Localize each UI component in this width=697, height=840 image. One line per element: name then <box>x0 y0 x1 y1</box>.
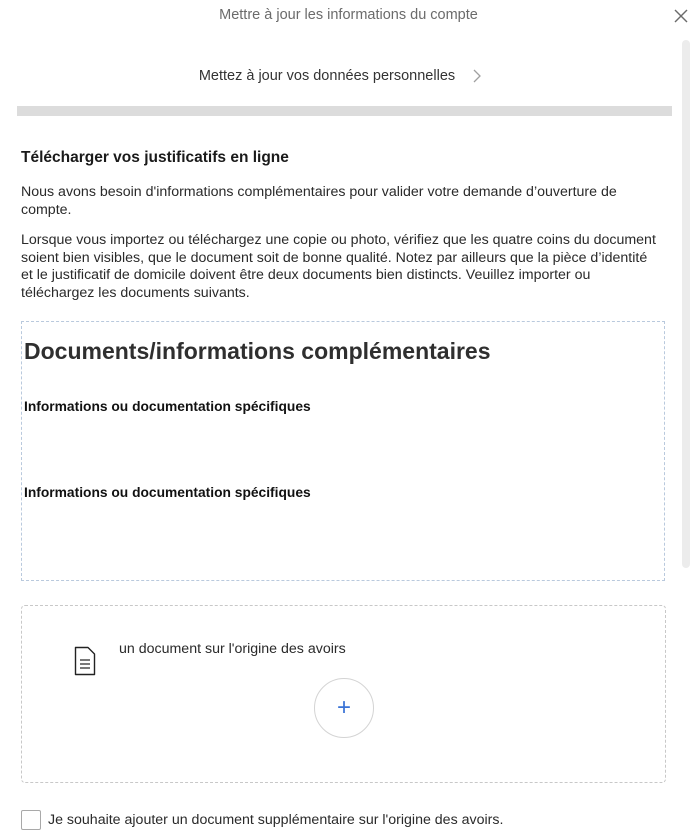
scrollbar[interactable] <box>682 40 690 568</box>
additional-documents-box <box>21 321 665 581</box>
update-personal-data-label: Mettez à jour vos données personnelles <box>198 68 456 84</box>
document-icon <box>74 646 96 676</box>
additional-documents-title: Documents/informations complémentaires <box>24 338 491 364</box>
document-upload-zone[interactable] <box>21 605 666 783</box>
close-icon[interactable] <box>673 8 689 24</box>
plus-icon: + <box>336 694 352 721</box>
instructions-paragraph: Lorsque vous importez ou téléchargez une copie ou photo, vérifiez que les quatre coins du document soient bien visibles, que le document soit de bonne qualité. Notez par ailleurs que la pièce d’identité et le justificatif de domicile doivent être deux documents bien distincts. Veuillez importer ou téléchargez les documents suivants. <box>21 232 656 301</box>
add-document-button[interactable] <box>314 678 374 738</box>
chevron-right-icon <box>473 69 481 83</box>
add-extra-document-checkbox[interactable] <box>21 810 41 830</box>
document-upload-label: un document sur l'origine des avoirs <box>119 641 346 657</box>
specific-info-label: Informations ou documentation spécifiques <box>24 485 311 500</box>
modal-title: Mettre à jour les informations du compte <box>219 7 478 23</box>
update-personal-data-link[interactable] <box>0 68 680 84</box>
section-heading: Télécharger vos justificatifs en ligne <box>21 149 289 166</box>
add-extra-document-label: Je souhaite ajouter un document supplémentaire sur l'origine des avoirs. <box>48 812 504 828</box>
progress-bar <box>17 106 672 116</box>
intro-paragraph: Nous avons besoin d'informations complémentaires pour valider votre demande d’ouverture de compte. <box>21 184 617 218</box>
specific-info-label: Informations ou documentation spécifiques <box>24 399 311 414</box>
progress-fill <box>17 106 672 116</box>
